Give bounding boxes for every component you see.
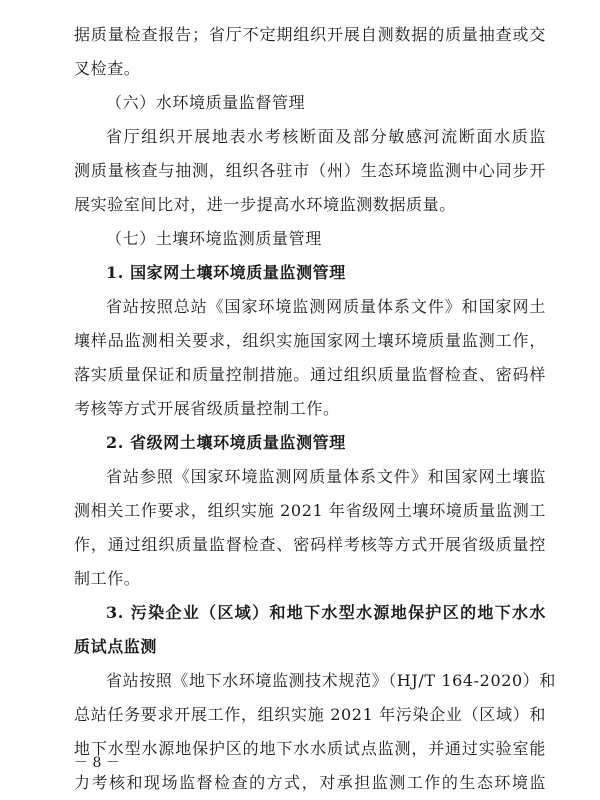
- paragraph-line: 省站按照总站《国家环境监测网质量体系文件》和国家网土: [106, 297, 546, 316]
- section-heading: （七）土壤环境监测质量管理: [106, 229, 322, 248]
- page-number: － 8 －: [74, 755, 120, 771]
- paragraph-line: 地下水型水源地保护区的地下水水质试点监测，并通过实验室能: [74, 739, 546, 758]
- subsection-heading: 质试点监测: [74, 637, 158, 656]
- paragraph-line: 力考核和现场监督检查的方式，对承担监测工作的生态环境监: [74, 773, 546, 792]
- paragraph-line: 壤样品监测相关要求，组织实施国家网土壤环境质量监测工作，: [74, 331, 546, 350]
- paragraph-line: 制工作。: [74, 569, 141, 588]
- paragraph-line: 落实质量保证和质量控制措施。通过组织质量监督检查、密码样: [74, 365, 546, 384]
- paragraph-line: 叉检查。: [74, 59, 141, 78]
- paragraph-line: 省站按照《地下水环境监测技术规范》（HJ/T 164-2020）和: [106, 671, 556, 690]
- paragraph-line: 展实验室间比对，进一步提高水环境监测数据质量。: [74, 195, 456, 214]
- subsection-heading: 2. 省级网土壤环境质量监测管理: [106, 433, 346, 452]
- paragraph-line: 总站任务要求开展工作，组织实施 2021 年污染企业（区域）和: [74, 705, 546, 724]
- paragraph-line: 省厅组织开展地表水考核断面及部分敏感河流断面水质监: [106, 127, 546, 146]
- section-heading: （六）水环境质量监督管理: [106, 93, 306, 112]
- paragraph-line: 测相关工作要求，组织实施 2021 年省级网土壤环境质量监测工: [74, 501, 546, 520]
- document-body: [74, 18, 556, 800]
- paragraph-line: 作，通过组织质量监督检查、密码样考核等方式开展省级质量控: [74, 535, 546, 554]
- paragraph-line: 考核等方式开展省级质量控制工作。: [74, 399, 340, 418]
- paragraph-line: 测质量核查与抽测，组织各驻市（州）生态环境监测中心同步开: [74, 161, 546, 180]
- paragraph-line: 省站参照《国家环境监测网质量体系文件》和国家网土壤监: [106, 467, 546, 486]
- paragraph-line: 据质量检查报告；省厅不定期组织开展自测数据的质量抽查或交: [74, 25, 546, 44]
- subsection-heading: 1. 国家网土壤环境质量监测管理: [106, 263, 346, 282]
- subsection-heading: 3. 污染企业（区域）和地下水型水源地保护区的地下水水: [106, 603, 546, 622]
